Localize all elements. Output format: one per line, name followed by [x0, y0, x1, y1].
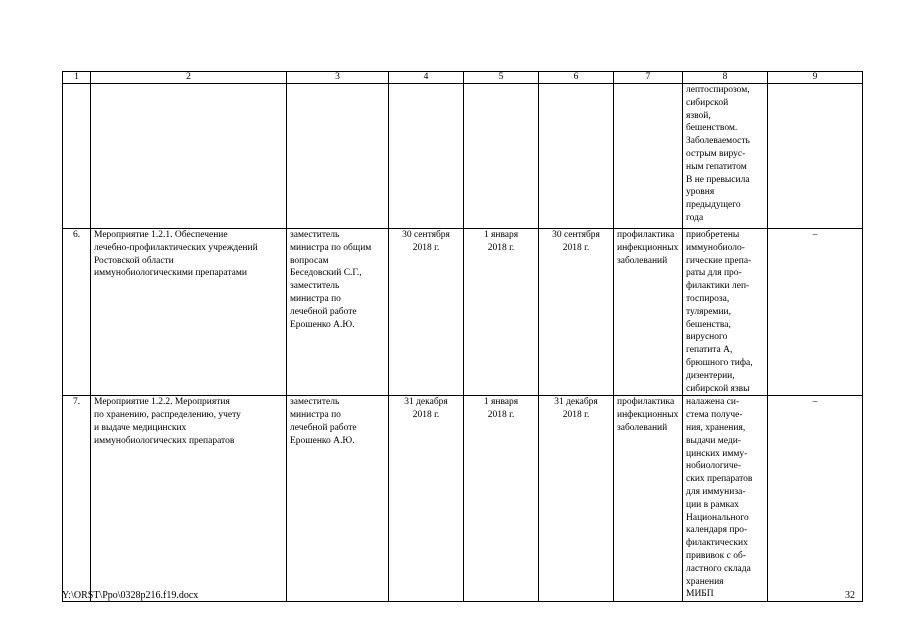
- column-number: 3: [287, 72, 389, 84]
- cell-responsible: заместитель министра по общим вопросам Беседовский С.Г., заместитель министра по лечебной работе Ерошенко А.Ю.: [287, 229, 389, 396]
- column-number: 2: [91, 72, 287, 84]
- cell-note: –: [768, 229, 863, 396]
- column-number: 6: [539, 72, 614, 84]
- cell-empty: [768, 84, 863, 229]
- document-table: [62, 71, 863, 602]
- cell-event: Мероприятие 1.2.2. Мероприятия по хранению, распределению, учету и выдаче медицинских иммунобиологических препаратов: [91, 396, 287, 602]
- cell-empty: [63, 84, 91, 229]
- cell-result: приобретены иммунобиоло- гические препа- раты для про- филактики леп- тоспироза, туляремии, бешенства, вирусного гепатита А, брюшного тифа, дизентерии, сибирской язвы: [683, 229, 768, 396]
- cell-result: лептоспирозом, сибирской язвой, бешенством. Заболеваемость острым вирус- ным гепатитом В не превысила уровня предыдущего года: [683, 84, 768, 229]
- table-row: [63, 396, 863, 602]
- table-row: [63, 229, 863, 396]
- cell-event: Мероприятие 1.2.1. Обеспечение лечебно-профилактических учреждений Ростовской области иммунобиологическими препаратами: [91, 229, 287, 396]
- column-number: 9: [768, 72, 863, 84]
- column-number: 7: [614, 72, 683, 84]
- cell-goal: профилактика инфекционных заболеваний: [614, 396, 683, 602]
- footer-file-path: Y:\ORST\Ppo\0328p216.f19.docx: [62, 590, 199, 601]
- cell-note: –: [768, 396, 863, 602]
- column-number: 1: [63, 72, 91, 84]
- cell-empty: [614, 84, 683, 229]
- cell-empty: [91, 84, 287, 229]
- cell-date-start: 1 января 2018 г.: [464, 229, 539, 396]
- column-number: 4: [389, 72, 464, 84]
- cell-date-start: 1 января 2018 г.: [464, 396, 539, 602]
- cell-empty: [464, 84, 539, 229]
- cell-number: 7.: [63, 396, 91, 602]
- cell-empty: [287, 84, 389, 229]
- table-header-row: [63, 72, 863, 84]
- column-number: 5: [464, 72, 539, 84]
- cell-date-end: 30 сентября 2018 г.: [389, 229, 464, 396]
- cell-date-finish: 30 сентября 2018 г.: [539, 229, 614, 396]
- cell-goal: профилактика инфекционных заболеваний: [614, 229, 683, 396]
- column-number: 8: [683, 72, 768, 84]
- cell-number: 6.: [63, 229, 91, 396]
- cell-empty: [389, 84, 464, 229]
- table-row-continuation: [63, 84, 863, 229]
- cell-empty: [539, 84, 614, 229]
- cell-date-end: 31 декабря 2018 г.: [389, 396, 464, 602]
- footer-page-number: 32: [845, 590, 855, 601]
- cell-responsible: заместитель министра по лечебной работе Ерошенко А.Ю.: [287, 396, 389, 602]
- cell-date-finish: 31 декабря 2018 г.: [539, 396, 614, 602]
- cell-result: налажена си- стема получе- ния, хранения, выдачи меди- цинских имму- нобиологиче- ских препаратов для иммуниза- ции в рамках Национального календаря про- филактических прививок с об- ластного склада хранения МИБП: [683, 396, 768, 602]
